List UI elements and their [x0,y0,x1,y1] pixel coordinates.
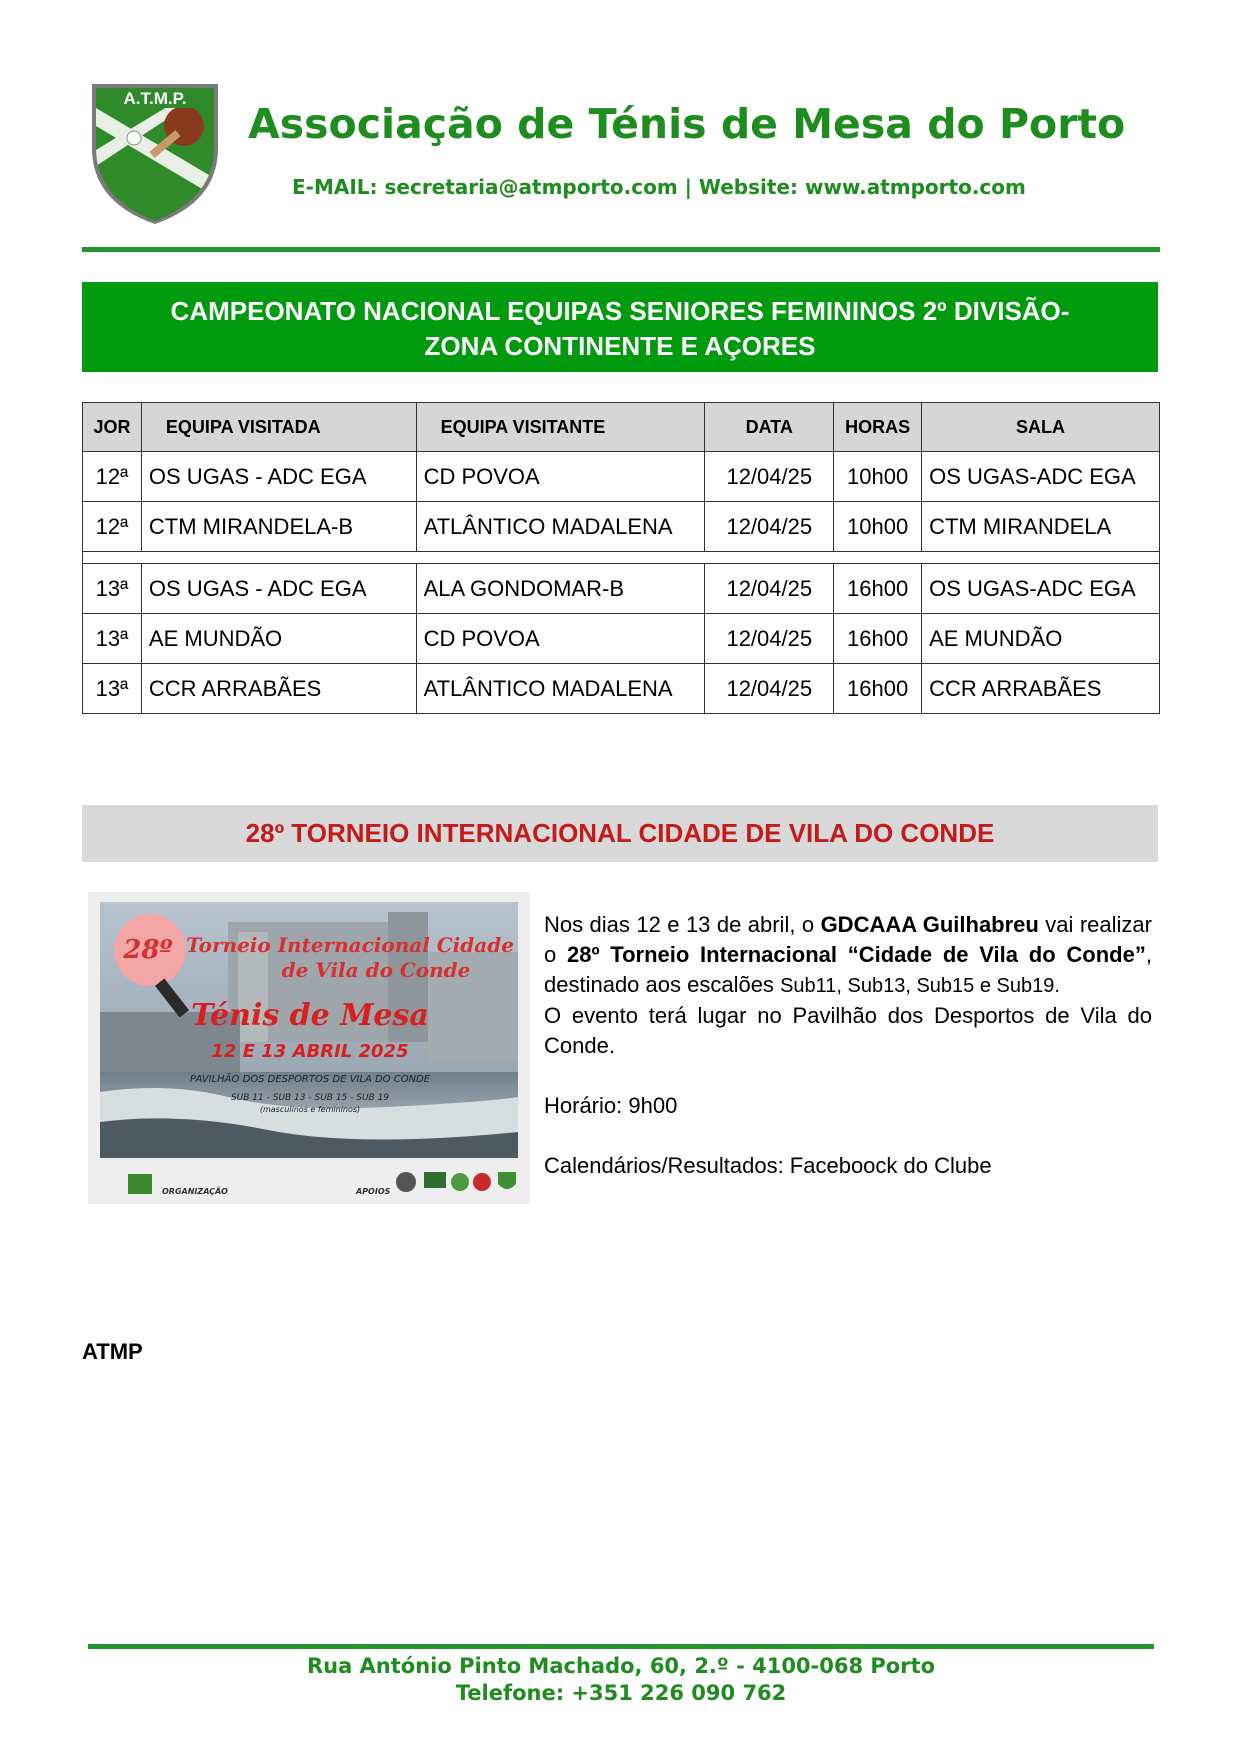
cell-time: 10h00 [834,452,922,502]
description-blank [544,1121,1152,1151]
desc-text: Nos dias 12 e 13 de abril, o [544,912,821,937]
cell-home-team: AE MUNDÃO [141,614,416,664]
organization-contacts: E-MAIL: secretaria@atmporto.com | Website: www.atmporto.com [292,175,1026,199]
table-header-row [83,403,1160,452]
cell-venue: CTM MIRANDELA [922,502,1160,552]
footer [82,1653,1160,1707]
cell-time: 10h00 [834,502,922,552]
sponsor-logo [424,1172,446,1188]
fixtures-table [82,402,1160,714]
description-blank [544,1061,1152,1091]
footer-address: Rua António Pinto Machado, 60, 2.º - 4100-068 Porto [306,1654,936,1678]
cell-home-team: CTM MIRANDELA-B [141,502,416,552]
cell-jor: 13ª [83,664,142,714]
cell-venue: OS UGAS-ADC EGA [922,564,1160,614]
cell-jor: 12ª [83,502,142,552]
logo-text: A.T.M.P. [123,89,187,108]
cell-jor: 13ª [83,564,142,614]
championship-title-line1: CAMPEONATO NACIONAL EQUIPAS SENIORES FEMININOS 2º DIVISÃO- [170,296,1070,326]
sponsor-logo [396,1172,416,1192]
poster-genders: (masculinos e femininos) [259,1105,361,1114]
table-spacer-row [83,552,1160,564]
desc-club-name: GDCAAA Guilhabreu [820,912,1039,937]
poster-venue: PAVILHÃO DOS DESPORTOS DE VILA DO CONDE [189,1074,431,1085]
poster-title-line1: Torneio Internacional Cidade [186,933,514,957]
cell-time: 16h00 [834,564,922,614]
poster-sport: Ténis de Mesa [191,998,429,1033]
poster-organization-label: ORGANIZAÇÃO [162,1187,228,1196]
cell-away-team: CD POVOA [416,452,705,502]
poster-categories: SUB 11 - SUB 13 - SUB 15 - SUB 19 [230,1093,390,1103]
table-row [83,502,1160,552]
header-venue: SALA [922,403,1160,452]
cell-date: 12/04/25 [705,502,834,552]
poster-support-label: APOIOS [356,1187,391,1196]
cell-home-team: OS UGAS - ADC EGA [141,564,416,614]
footer-phone: Telefone: +351 226 090 762 [455,1681,787,1705]
cell-away-team: ATLÂNTICO MADALENA [416,502,705,552]
cell-jor: 12ª [83,452,142,502]
table-row [83,452,1160,502]
desc-tournament-name: 28º Torneio Internacional “Cidade de Vila do Conde” [567,942,1146,967]
tournament-poster [88,892,530,1204]
signature: ATMP [82,1339,143,1364]
desc-text: vai realizar o [544,912,1152,967]
cell-away-team: ALA GONDOMAR-B [416,564,705,614]
poster-dates: 12 E 13 ABRIL 2025 [211,1041,409,1062]
poster-org-logo [128,1174,152,1194]
desc-categories: Sub11, Sub13, Sub15 e Sub19. [780,975,1060,997]
cell-date: 12/04/25 [705,452,834,502]
description-schedule: Horário: 9h00 [544,1093,678,1118]
desc-text: , destinado aos escalões [544,942,1152,997]
cell-away-team: CD POVOA [416,614,705,664]
sponsor-logo [498,1172,516,1189]
championship-banner [82,282,1158,372]
sponsor-logo [473,1173,491,1191]
cell-jor: 13ª [83,614,142,664]
cell-date: 12/04/25 [705,664,834,714]
cell-time: 16h00 [834,664,922,714]
header-divider [82,247,1160,252]
atmp-logo [88,78,222,224]
footer-divider [88,1644,1154,1649]
tournament-description [544,910,1152,1181]
cell-venue: CCR ARRABÃES [922,664,1160,714]
organization-title: Associação de Ténis de Mesa do Porto [248,100,1126,148]
cell-away-team: ATLÂNTICO MADALENA [416,664,705,714]
poster-badge: 28º [123,935,173,965]
spacer-cell [83,552,1160,564]
cell-home-team: OS UGAS - ADC EGA [141,452,416,502]
header-time: HORAS [834,403,922,452]
cell-venue: OS UGAS-ADC EGA [922,452,1160,502]
sponsor-logo [451,1173,469,1191]
cell-home-team: CCR ARRABÃES [141,664,416,714]
table-row [83,664,1160,714]
header-away-team: EQUIPA VISITANTE [416,403,705,452]
cell-date: 12/04/25 [705,614,834,664]
header-home-team: EQUIPA VISITADA [141,403,416,452]
description-venue: O evento terá lugar no Pavilhão dos Desportos de Vila do Conde. [544,1003,1152,1058]
cell-venue: AE MUNDÃO [922,614,1160,664]
description-results: Calendários/Resultados: Faceboock do Clube [544,1153,992,1178]
poster-title-line2: de Vila do Conde [281,958,471,982]
description-paragraph [544,910,1152,1001]
header-date: DATA [705,403,834,452]
table-row [83,564,1160,614]
tournament-banner: 28º TORNEIO INTERNACIONAL CIDADE DE VILA DO CONDE [82,805,1158,862]
cell-date: 12/04/25 [705,564,834,614]
table-row [83,614,1160,664]
cell-time: 16h00 [834,614,922,664]
championship-title-line2: ZONA CONTINENTE E AÇORES [424,331,816,361]
header-jor: JOR [83,403,142,452]
